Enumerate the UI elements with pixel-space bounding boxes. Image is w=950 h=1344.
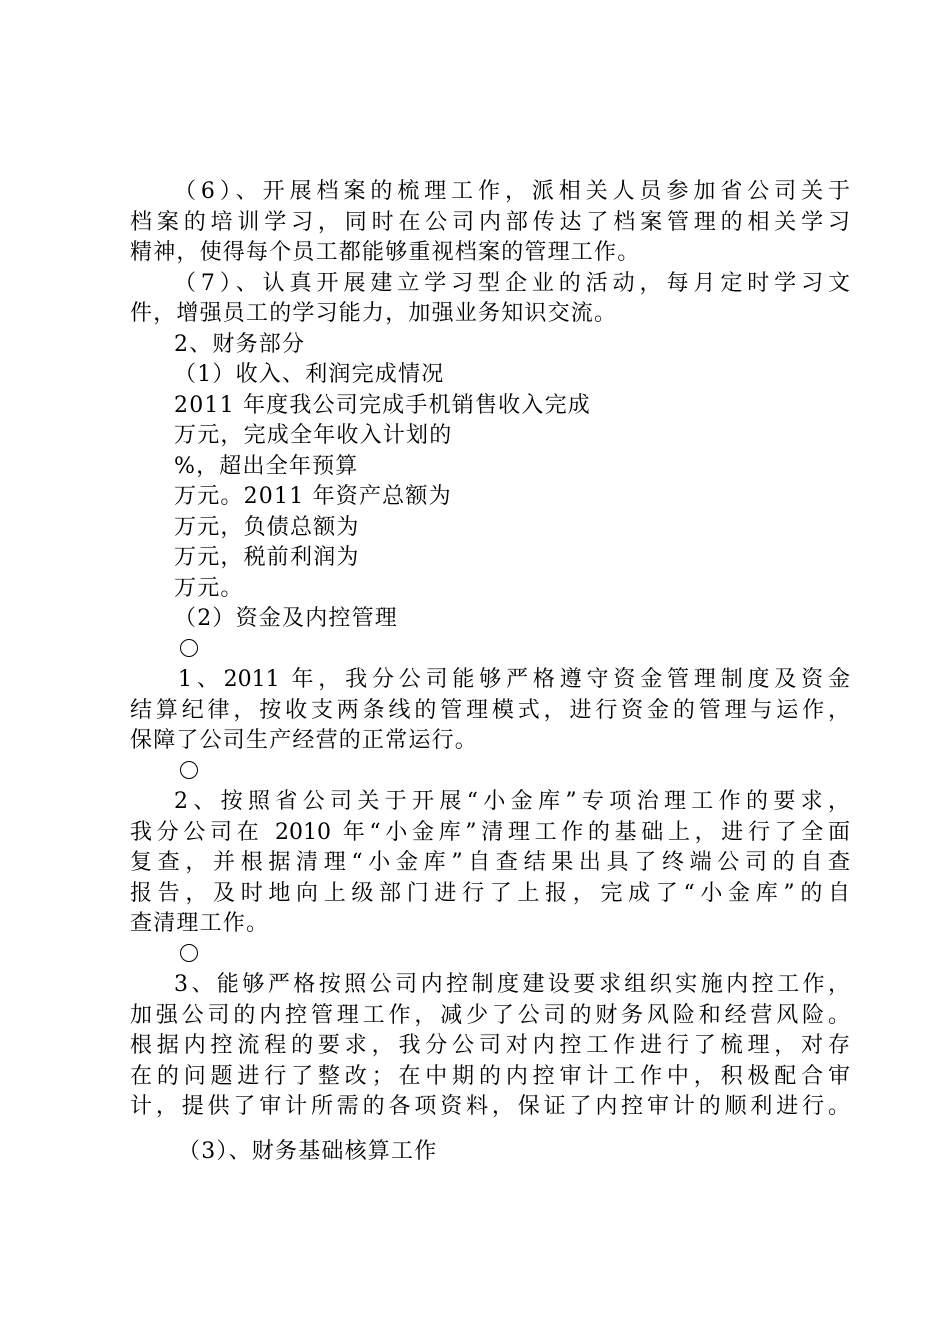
text-line: （7）、认真开展建立学习型企业的活动，每月定时学习文 (174, 270, 850, 296)
text-line: 件，增强员工的学习能力，加强业务知识交流。 (130, 301, 618, 326)
text-line: 我分公司在 2010 年“小金库”清理工作的基础上，进行了全面 (130, 819, 850, 845)
item-1 (130, 665, 850, 757)
text-line: 万元。 (174, 575, 244, 601)
text-line: 万元。2011 年资产总额为 (174, 484, 452, 509)
text-line: 万元，税前利润为 (174, 545, 360, 570)
text-line: （6）、开展档案的梳理工作，派相关人员参加省公司关于 (174, 179, 850, 204)
section-title: 2、财务部分 (174, 331, 306, 357)
income-paragraph (130, 391, 850, 605)
document-body (130, 177, 850, 1167)
text-line: 加强公司的内控管理工作，减少了公司的财务风险和经营风险。 (130, 1002, 850, 1028)
text-line: 1、2011 年，我分公司能够严格遵守资金管理制度及资金 (178, 667, 850, 692)
text-line: 精神，使得每个员工都能够重视档案的管理工作。 (130, 240, 641, 265)
text-line: 复查，并根据清理“小金库”自查结果出具了终端公司的自查 (130, 850, 850, 875)
text-line: %，超出全年预算 (174, 453, 359, 479)
subsection-title: （3）、财务基础核算工作 (178, 1138, 438, 1164)
text-line: 报告，及时地向上级部门进行了上报，完成了“小金库”的自 (130, 880, 850, 906)
text-line: 档案的培训学习，同时在公司内部传达了档案管理的相关学习 (130, 209, 850, 235)
bullet-row (130, 940, 850, 971)
item-2 (130, 787, 850, 940)
subsection-title: （2）资金及内控管理 (174, 606, 398, 631)
subsection-title: （1）收入、利润完成情况 (174, 362, 445, 387)
item-3 (130, 970, 850, 1123)
text-line: 2、按照省公司关于开展“小金库”专项治理工作的要求， (174, 789, 850, 814)
text-line: 计，提供了审计所需的各项资料，保证了内控审计的顺利进行。 (130, 1094, 850, 1119)
text-line: 结算纪律，按收支两条线的管理模式，进行资金的管理与运作， (130, 697, 850, 723)
paragraph-6 (130, 177, 850, 269)
text-line: 3、能够严格按照公司内控制度建设要求组织实施内控工作， (174, 972, 850, 997)
text-line: 万元，完成全年收入计划的 (174, 423, 453, 448)
circle-bullet-icon (180, 944, 198, 962)
circle-bullet-icon (180, 761, 198, 779)
text-line: 根据内控流程的要求，我分公司对内控工作进行了梳理，对存 (130, 1033, 850, 1058)
bullet-row (130, 757, 850, 788)
paragraph-7 (130, 269, 850, 330)
text-line: 查清理工作。 (130, 911, 270, 936)
bullet-row (130, 635, 850, 666)
circle-bullet-icon (180, 639, 198, 657)
text-line: 2011 年度我公司完成手机销售收入完成 (174, 392, 591, 418)
text-line: 保障了公司生产经营的正常运行。 (130, 728, 479, 753)
spacer (130, 1123, 850, 1137)
text-line: 万元，负债总额为 (174, 514, 360, 540)
text-line: 在的问题进行了整改；在中期的内控审计工作中，积极配合审 (130, 1063, 850, 1089)
